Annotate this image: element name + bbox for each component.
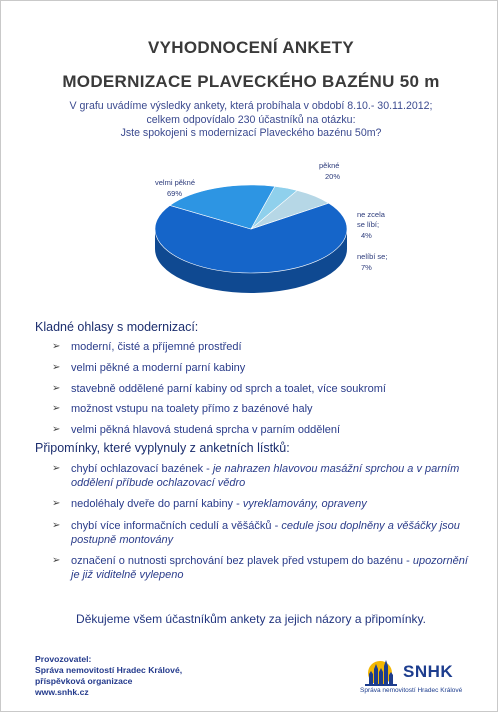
- survey-pie-chart: [111, 151, 401, 311]
- intro-line: celkem odpovídalo 230 účastníků na otázku:: [146, 113, 356, 126]
- list-item-text: možnost vstupu na toalety přímo z bazénové haly: [71, 403, 313, 416]
- city-skyline-icon: [359, 656, 401, 686]
- list-item-text: velmi pěkná hlavová studená sprcha v parním oddělení: [71, 424, 341, 437]
- arrow-bullet-icon: ➢: [52, 382, 61, 394]
- logo-wordmark: SNHK: [403, 662, 454, 681]
- pie-value-label: 4%: [361, 231, 372, 240]
- remarks-heading: Připomínky, které vyplynuly z anketních lístků:: [35, 441, 290, 455]
- operator-label: Provozovatel:: [35, 654, 92, 664]
- snhk-logo: [357, 654, 477, 699]
- operator-type: příspěvková organizace: [35, 676, 133, 686]
- remark-response: vyreklamovány, opraveny: [242, 498, 367, 511]
- list-item-text: velmi pěkné a moderní parní kabiny: [71, 361, 246, 374]
- list-item-text: moderní, čisté a příjemné prostředí: [71, 341, 242, 353]
- remark-response: upozornění je již viditelně vylepeno: [71, 554, 468, 581]
- list-item: [52, 423, 386, 437]
- pie-label: pěkné: [319, 161, 340, 170]
- page-subtitle: MODERNIZACE PLAVECKÉHO BAZÉNU 50 m: [62, 72, 440, 91]
- arrow-bullet-icon: ➢: [52, 403, 61, 415]
- operator-info: [35, 654, 182, 698]
- remark-response: je nahrazen hlavovou masážní sprchou a v parním oddělení příbude ochlazovací vědro: [71, 463, 460, 489]
- pie-label: se líbí;: [357, 220, 380, 229]
- positive-list: [52, 340, 386, 444]
- logo-subtitle: Správa nemovitostí Hradec Králové: [360, 687, 463, 694]
- intro-line: V grafu uvádíme výsledky ankety, která probíhala v období 8.10.- 30.11.2012;: [69, 100, 433, 112]
- list-item: [52, 462, 471, 490]
- remark-text: označení o nutnosti sprchování bez plavek před vstupem do bazénu -: [71, 554, 413, 567]
- list-item: [52, 554, 471, 582]
- pie-value-label: 69%: [167, 189, 183, 198]
- remark-text: chybí více informačních cedulí a věšáčků -: [71, 519, 282, 532]
- pie-label: ne zcela: [357, 210, 385, 219]
- list-item: [52, 519, 471, 547]
- positive-heading: Kladné ohlasy s modernizací:: [35, 320, 199, 334]
- list-item: [52, 382, 386, 396]
- arrow-bullet-icon: ➢: [52, 341, 61, 352]
- page-title: VYHODNOCENÍ ANKETY: [148, 38, 354, 57]
- remark-response: cedule jsou doplněny a věšáčky jsou postupně montovány: [71, 519, 460, 546]
- intro-text: [21, 100, 481, 141]
- arrow-bullet-icon: ➢: [52, 361, 61, 373]
- list-item-text: stavebně oddělené parní kabiny od sprch a toalet, více soukromí: [71, 382, 386, 395]
- arrow-bullet-icon: ➢: [52, 519, 61, 531]
- operator-name: Správa nemovitostí Hradec Králové,: [35, 665, 183, 675]
- list-item: [52, 497, 471, 511]
- intro-question: Jste spokojeni s modernizací Plaveckého bazénu 50m?: [120, 127, 382, 139]
- pie-value-label: 20%: [325, 172, 341, 181]
- arrow-bullet-icon: ➢: [52, 498, 61, 510]
- pie-label: velmi pěkné: [155, 178, 196, 187]
- list-item: [52, 402, 386, 416]
- remark-text: chybí ochlazovací bazének -: [71, 463, 213, 475]
- remarks-list: [52, 462, 471, 589]
- pie-label: nelíbí se;: [357, 252, 388, 261]
- arrow-bullet-icon: ➢: [52, 463, 61, 474]
- arrow-bullet-icon: ➢: [52, 424, 61, 436]
- arrow-bullet-icon: ➢: [52, 554, 61, 566]
- thanks-note: Děkujeme všem účastníkům ankety za jejich názory a připomínky.: [76, 612, 426, 626]
- list-item: [52, 340, 386, 354]
- list-item: [52, 361, 386, 375]
- operator-website-link[interactable]: www.snhk.cz: [35, 687, 89, 697]
- remark-text: nedoléhaly dveře do parní kabiny -: [71, 498, 243, 511]
- pie-value-label: 7%: [361, 263, 372, 272]
